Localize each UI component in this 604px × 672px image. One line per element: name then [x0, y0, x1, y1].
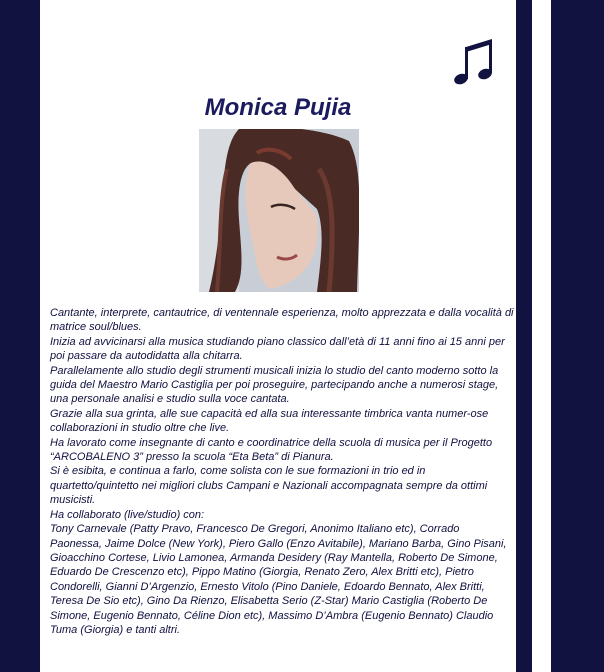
right-outer-border-bar [551, 0, 604, 672]
bio-paragraph: Ha lavorato come insegnante di canto e coordinatrice della scuola di musica per il Progetto “ARCOBALENO 3” presso la scuola “Eta Beta” di Pianura. [50, 436, 493, 464]
bio-paragraph: Si è esibita, e continua a farlo, come solista con le sue formazioni in trio ed in quartetto/quintetto nei migliori clubs Campani e Nazionali accompagnata sempre da ottimi musicisti. [50, 465, 488, 507]
bio-paragraph: Parallelamente allo studio degli strumenti musicali inizia lo studio del canto moderno sotto la guida del Maestro Mario Castiglia per poi proseguire, partecipando anche a numerosi stage, una personale analisi e studio sulla voce cantata. [50, 364, 499, 406]
bio-paragraph: Cantante, interprete, cantautrice, di ventennale esperienza, molto apprezzata e dalla vocalità di matrice soul/blues. [50, 307, 514, 334]
music-note-icon [452, 37, 496, 89]
biography-text [50, 306, 514, 637]
bio-paragraph: Tony Carnevale (Patty Pravo, Francesco De Gregori, Anonimo Italiano etc), Corrado Paonessa, Jaime Dolce (New York), Piero Gallo (Enzo Avitabile), Mariano Barba, Gino Pisani, Gioacchino Cortese, Livio Lamonea, Armanda Desidery (Ray Mantella, Roberto De Simone, Eduardo De Crescenzo etc), Pippo Matino (Giorgia, Renato Zero, Alex Britti etc), Pietro Condorelli, Gianni D’Argenzio, Ernesto Vitolo (Pino Daniele, Edoardo Bennato, Alex Britti, Teresa De Sio etc), Gino Da Rienzo, Elisabetta Serio (Z-Star) Mario Castiglia (Roberto De Simone, Eugenio Bennato, Céline Dion etc), Massimo D’Ambra (Eugenio Bennato) Claudio Tuma (Giorgia) e tanti altri. [50, 523, 507, 636]
bio-paragraph: Inizia ad avvicinarsi alla musica studiando piano classico dall’età di 11 anni fino ai 15 anni per poi passare da autodidatta alla chitarra. [50, 335, 505, 363]
portrait-photo [199, 129, 359, 292]
page-title: Monica Pujia [204, 94, 352, 121]
bio-paragraph: Grazie alla sua grinta, alle sue capacità ed alla sua interessante timbrica vanta numer-ose collaborazioni in studio oltre che live. [50, 407, 489, 435]
bio-paragraph: Ha collaborato (live/studio) con: [50, 508, 205, 521]
portrait-illustration [199, 129, 359, 292]
